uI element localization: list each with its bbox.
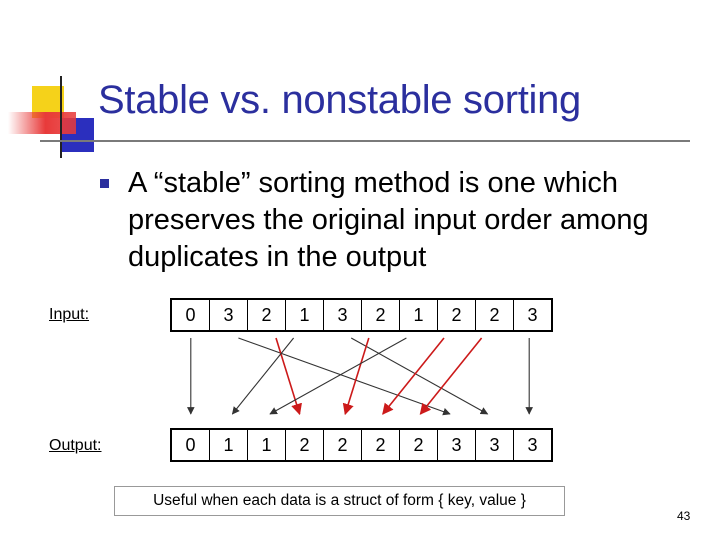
bullet-text: A “stable” sorting method is one which preserves the original input order among duplicates in the output (128, 167, 649, 273)
output-cell-7: 3 (438, 430, 476, 460)
output-cell-1: 1 (210, 430, 248, 460)
mapping-arrow-5 (345, 338, 369, 414)
input-cell-1: 3 (210, 300, 248, 330)
mapping-arrow-1 (238, 338, 450, 414)
mapping-arrow-7 (383, 338, 444, 414)
mapping-arrow-3 (232, 338, 293, 414)
output-cell-2: 1 (248, 430, 286, 460)
output-label: Output: (49, 437, 102, 454)
input-cell-4: 3 (324, 300, 362, 330)
input-cell-2: 2 (248, 300, 286, 330)
slide-number: 43 (677, 509, 691, 523)
output-cell-3: 2 (286, 430, 324, 460)
mapping-arrow-2 (276, 338, 300, 414)
mapping-arrow-8 (420, 338, 481, 414)
input-cell-6: 1 (400, 300, 438, 330)
output-cell-6: 2 (400, 430, 438, 460)
mapping-arrow-6 (270, 338, 406, 414)
input-cell-7: 2 (438, 300, 476, 330)
input-cell-9: 3 (527, 304, 538, 325)
output-cell-9: 3 (527, 434, 538, 455)
note-box: Useful when each data is a struct of form { key, value } (114, 486, 565, 516)
input-cell-3: 1 (286, 300, 324, 330)
output-cell-5: 2 (362, 430, 400, 460)
input-cell-5: 2 (362, 300, 400, 330)
output-cell-8: 3 (476, 430, 514, 460)
input-cell-0: 0 (172, 300, 210, 330)
output-cell-0: 0 (172, 430, 210, 460)
page-title: Stable vs. nonstable sorting (98, 78, 582, 122)
output-cell-4: 2 (324, 430, 362, 460)
input-cell-8: 2 (476, 300, 514, 330)
input-label: Input: (49, 306, 90, 323)
